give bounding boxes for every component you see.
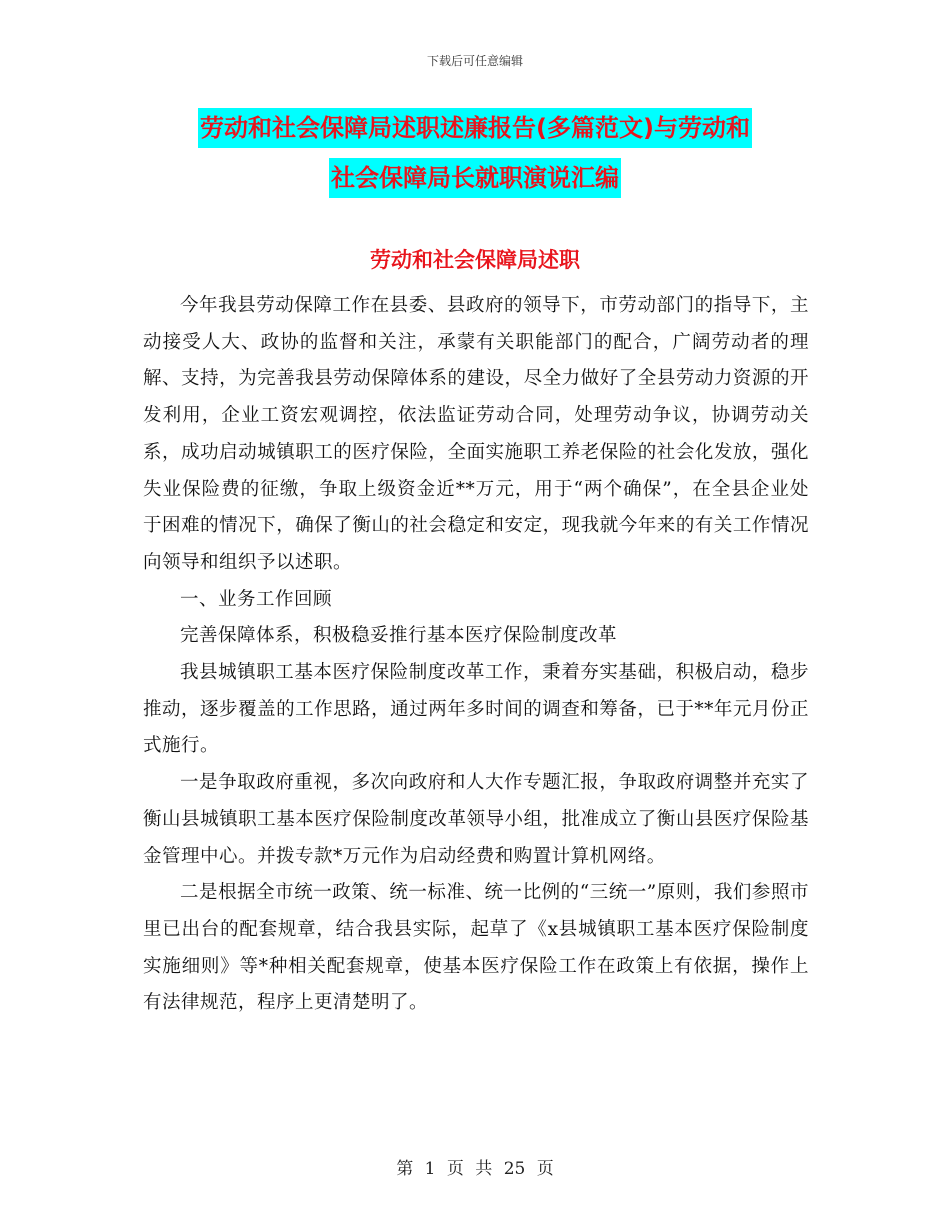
- title-line-1: 劳动和社会保障局述职述廉报告(多篇范文)与劳动和: [198, 108, 752, 148]
- paragraph: 我县城镇职工基本医疗保险制度改革工作，秉着夯实基础，积极启动，稳步推动，逐步覆盖的工作思路，通过两年多时间的调查和筹备，已于**年元月份正式施行。: [143, 662, 809, 757]
- paragraph: 完善保障体系，积极稳妥推行基本医疗保险制度改革: [180, 625, 618, 647]
- page-footer: 第 1 页 共 25 页: [396, 1159, 554, 1179]
- paragraph: 今年我县劳动保障工作在县委、县政府的领导下，市劳动部门的指导下，主动接受人大、政协的监督和关注，承蒙有关职能部门的配合，广阔劳动者的理解、支持，为完善我县劳动保障体系的建设，尽全力做好了全县劳动力资源的开发利用，企业工资宏观调控，依法监证劳动合同，处理劳动争议，协调劳动关系，成功启动城镇职工的医疗保险，全面实施职工养老保险的社会化发放，强化失业保险费的征缴，争取上级资金近**万元，用于“两个确保”，在全县企业处于困难的情况下，确保了衡山的社会稳定和安定，现我就今年来的有关工作情况向领导和组织予以述职。: [143, 295, 809, 573]
- title-line-2: 社会保障局长就职演说汇编: [329, 158, 621, 198]
- header-note: 下载后可任意编辑: [426, 54, 523, 68]
- document-title: [0, 108, 950, 198]
- section-heading: 劳动和社会保障局述职: [370, 248, 580, 272]
- paragraph: 二是根据全市统一政策、统一标准、统一比例的“三统一”原则，我们参照市里已出台的配套规章，结合我县实际，起草了《x县城镇职工基本医疗保险制度实施细则》等*种相关配套规章，使基本医疗保险工作在政策上有依据，操作上有法律规范，程序上更清楚明了。: [143, 882, 809, 1014]
- body-text: [143, 288, 809, 1022]
- paragraph: 一、业务工作回顾: [180, 588, 333, 610]
- paragraph: 一是争取政府重视，多次向政府和人大作专题汇报，争取政府调整并充实了衡山县城镇职工基本医疗保险制度改革领导小组，批准成立了衡山县医疗保险基金管理中心。并拨专款*万元作为启动经费和购置计算机网络。: [143, 772, 809, 867]
